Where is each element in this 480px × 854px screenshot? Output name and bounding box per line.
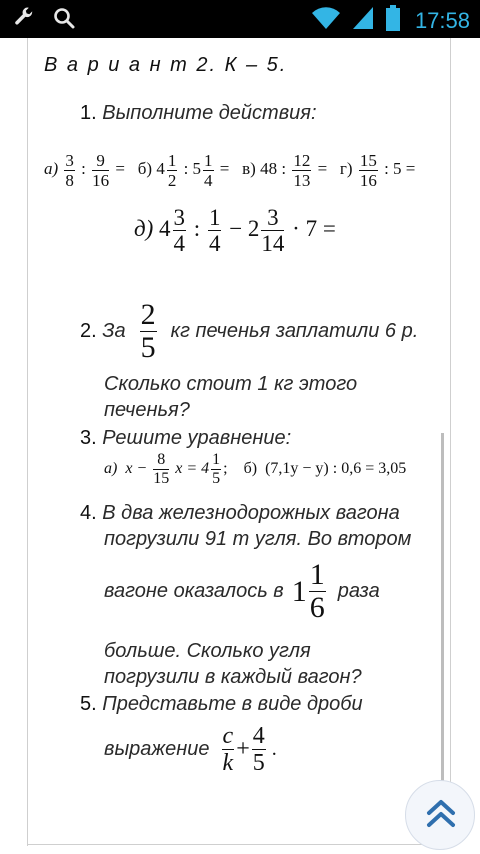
task4-line1: 4. В два железнодорожных вагона bbox=[80, 502, 400, 524]
task4-line2: погрузили 91 т угля. Во втором bbox=[104, 528, 412, 550]
task3-heading: 3. Решите уравнение: bbox=[80, 427, 292, 449]
clock: 17:58 bbox=[414, 7, 470, 33]
battery-icon bbox=[385, 4, 401, 37]
task1-a: а) $\frac{3}{8}$ : $\frac{9}{16}$ = bbox=[44, 151, 125, 190]
task1-text: Выполните действия: bbox=[102, 102, 317, 124]
search-icon bbox=[52, 6, 76, 35]
task2-fraction: $\frac{2}{5}$ bbox=[140, 298, 156, 364]
task2-line2: Сколько стоит 1 кг этого bbox=[104, 373, 358, 395]
status-bar bbox=[0, 0, 480, 38]
task5-fraction-c-k: $\frac{c}{k}$ bbox=[222, 723, 234, 776]
task2-line3: печенья? bbox=[104, 399, 190, 421]
task1-v: в) 48 : $\frac{12}{13}$ = bbox=[242, 151, 328, 190]
task1-heading bbox=[80, 102, 317, 125]
scroll-to-top-button[interactable] bbox=[405, 780, 475, 850]
task1-d: д) 4 $\frac{3}{4}$ : $\frac{1}{4}$ − 2 $\frac{3}{14}$ · 7 = bbox=[134, 205, 336, 256]
wifi-icon bbox=[311, 5, 341, 36]
document-view[interactable] bbox=[0, 38, 480, 854]
variant-title: В а р и а н т 2. К – 5. bbox=[44, 54, 288, 76]
task4-line5: погрузили в каждый вагон? bbox=[104, 666, 362, 688]
task4-fraction: $\frac{1}{6}$ bbox=[309, 558, 325, 624]
task4-line4: больше. Сколько угля bbox=[104, 640, 311, 662]
wrench-icon bbox=[12, 6, 36, 35]
task5-fraction-4-5: $\frac{4}{5}$ bbox=[252, 723, 265, 776]
task5-line1: 5. Представьте в виде дроби bbox=[80, 693, 363, 715]
signal-icon bbox=[351, 5, 375, 36]
double-chevron-up-icon bbox=[426, 797, 456, 836]
page-border-left bbox=[27, 38, 28, 846]
task2-line1: 2. За $\frac{2}{5}$ кг печенья заплатили 6 р. bbox=[80, 298, 419, 364]
page-border-right bbox=[450, 38, 451, 846]
task5-line2: выражение $\frac{c}{k}$ + $\frac{4}{5}$ . bbox=[104, 723, 277, 776]
task1-g: г) $\frac{15}{16}$ : 5 = bbox=[339, 151, 416, 190]
task1-row1 bbox=[44, 152, 415, 189]
task4-line3: вагоне оказалось в 1 $\frac{1}{6}$ раза bbox=[104, 558, 380, 624]
task1-number: 1. bbox=[80, 102, 97, 124]
page-border-bottom bbox=[27, 844, 451, 845]
task3-equations: а) x − $\frac{8}{15}$ x = 4 $\frac{1}{5}$ ; б) (7,1y − y) : 0,6 = 3,05 bbox=[104, 451, 407, 487]
task1-b: б) 4 $\frac{1}{2}$ : 5 $\frac{1}{4}$ = bbox=[137, 151, 230, 190]
